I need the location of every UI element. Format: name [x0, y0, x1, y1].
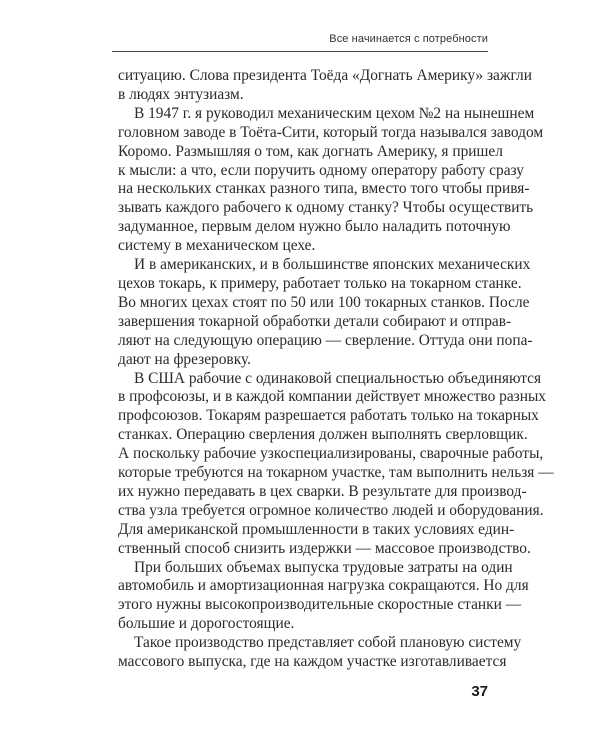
running-title: Все начинается с потребности	[329, 33, 488, 45]
text-line: этого нужны высокопроизводительные скоростные станки —	[118, 596, 522, 614]
text-line: в профсоюзы, и в каждой компании действует множество разных	[118, 388, 546, 406]
text-line: ственный способ снизить издержки — массовое производство.	[118, 539, 531, 557]
text-line: головном заводе в Тоёта-Сити, который тогда назывался заводом	[118, 123, 544, 141]
text-line: зывать каждого рабочего к одному станку? Чтобы осуществить	[118, 199, 534, 217]
text-line: станках. Операцию сверления должен выполнять сверловщик.	[118, 426, 528, 444]
text-line: задуманное, первым делом нужно было наладить поточную	[118, 218, 511, 236]
text-line: ситуацию. Слова президента Тоёда «Догнать Америку» зажгли	[118, 67, 532, 84]
text-line: дают на фрезеровку.	[118, 350, 251, 368]
text-line: цехов токарь, к примеру, работает только на токарном станке.	[118, 274, 522, 292]
text-line: которые требуются на токарном участке, там выполнить нельзя —	[118, 464, 554, 482]
text-line: Во многих цехах стоят по 50 или 100 токарных станков. После	[118, 293, 530, 311]
text-line: массового выпуска, где на каждом участке изготавливается	[118, 653, 507, 671]
text-line: к мысли: а что, если поручить одному оператору работу сразу	[118, 161, 524, 179]
text-line: В США рабочие с одинаковой специальностью объединяются	[134, 369, 542, 387]
header-rule	[112, 51, 488, 52]
text-line: автомобиль и амортизационная нагрузка сокращаются. Но для	[118, 577, 529, 595]
text-line: профсоюзов. Токарям разрешается работать только на токарных	[118, 407, 539, 425]
text-line: завершения токарной обработки детали собирают и отправ-	[118, 312, 512, 330]
text-line: ляют на следующую операцию — сверление. Оттуда они попа-	[118, 331, 533, 349]
text-line: систему в механическом цехе.	[118, 237, 316, 255]
text-line: В 1947 г. я руководил механическим цехом №2 на нынешнем	[134, 104, 535, 122]
text-line: в людях энтузиазм.	[118, 85, 244, 103]
text-line: Коромо. Размышляя о том, как догнать Америку, я пришел	[118, 142, 503, 160]
text-line: их нужно передавать в цех сварки. В результате для производ-	[118, 482, 527, 500]
text-line: ства узла требуется огромное количество людей и оборудования.	[118, 501, 544, 519]
text-line: И в американских, и в большинстве японских механических	[134, 256, 531, 274]
body-text	[118, 67, 554, 672]
page-number: 37	[471, 683, 488, 700]
text-line: Такое производство представляет собой плановую систему	[134, 634, 522, 652]
text-line: А поскольку рабочие узкоспециализированы, сварочные работы,	[118, 445, 544, 463]
text-line: При больших объемах выпуска трудовые затраты на один	[134, 558, 513, 576]
text-line: большие и дорогостоящие.	[118, 615, 295, 633]
text-line: Для американской промышленности в таких условиях един-	[118, 520, 515, 538]
text-line: на нескольких станках разного типа, вместо того чтобы привя-	[118, 180, 530, 198]
